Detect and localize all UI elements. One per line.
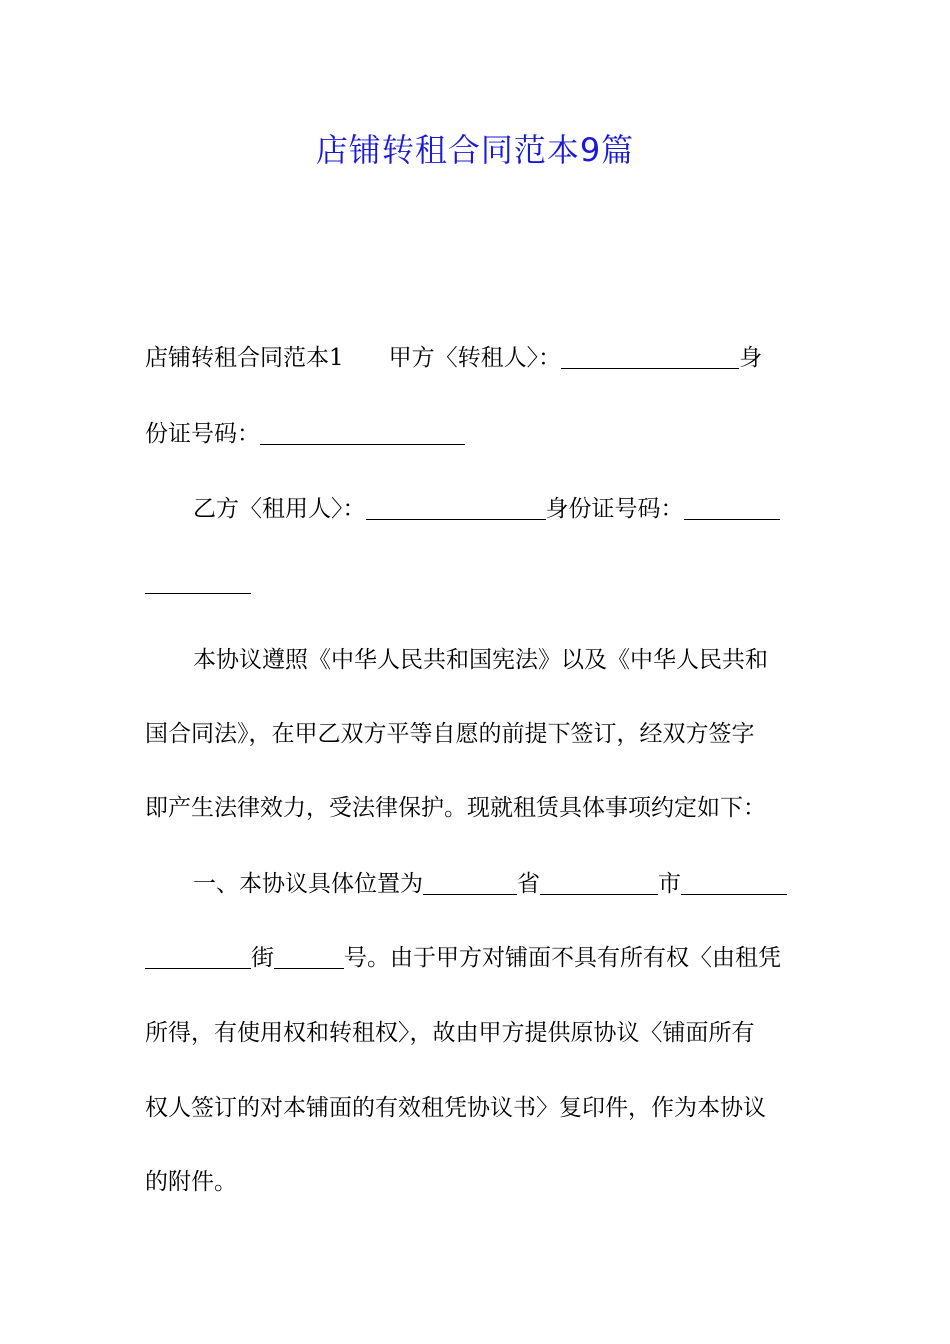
paragraph-line-9 xyxy=(145,938,810,978)
province-label: 省 xyxy=(517,871,540,897)
district-blank xyxy=(681,864,787,895)
contract-heading: 店铺转租合同范本1 xyxy=(145,345,344,371)
party-a-label: 甲方〈转租人〉： xyxy=(388,345,562,371)
clause-1-text: 号。由于甲方对铺面不具有所有权〈由租凭 xyxy=(344,945,781,971)
paragraph-line-8 xyxy=(193,864,810,904)
clause-1-cont-1: 所得，有使用权和转租权〉，故由甲方提供原协议〈铺面所有 xyxy=(145,1020,755,1046)
number-blank xyxy=(274,938,344,969)
city-label: 市 xyxy=(658,871,681,897)
paragraph-line-4 xyxy=(145,563,810,603)
line-1-tail: 身 xyxy=(739,345,763,371)
party-a-id-blank xyxy=(260,414,465,445)
paragraph-line-1 xyxy=(145,338,810,378)
street-blank xyxy=(145,938,251,969)
document-title: 店铺转租合同范本9篇 xyxy=(315,131,635,169)
party-b-id-blank-continued xyxy=(145,563,251,594)
agreement-intro-cont-2: 即产生法律效力，受法律保护。现就租赁具体事项约定如下： xyxy=(145,795,766,821)
party-b-id-label: 身份证号码： xyxy=(545,496,684,522)
paragraph-line-6 xyxy=(145,714,810,754)
party-b-label: 乙方〈租用人〉： xyxy=(193,496,366,522)
party-a-id-label: 份证号码： xyxy=(145,421,260,447)
street-label: 街 xyxy=(251,945,274,971)
party-a-name-blank xyxy=(561,338,739,369)
paragraph-line-2 xyxy=(145,414,810,454)
paragraph-line-3 xyxy=(193,489,810,529)
paragraph-line-12 xyxy=(145,1162,810,1202)
party-b-id-blank xyxy=(684,489,780,520)
province-blank xyxy=(423,864,517,895)
paragraph-line-10 xyxy=(145,1013,810,1053)
city-blank xyxy=(540,864,658,895)
agreement-intro: 本协议遵照《中华人民共和国宪法》以及《中华人民共和 xyxy=(193,647,768,673)
paragraph-line-11 xyxy=(145,1088,810,1128)
clause-1-label: 一、本协议具体位置为 xyxy=(193,871,423,897)
party-b-name-blank xyxy=(366,489,546,520)
paragraph-line-7 xyxy=(145,788,810,828)
paragraph-line-5 xyxy=(193,640,810,680)
clause-1-cont-3: 的附件。 xyxy=(145,1169,237,1195)
agreement-intro-cont-1: 国合同法》，在甲乙双方平等自愿的前提下签订，经双方签字 xyxy=(145,721,755,747)
clause-1-cont-2: 权人签订的对本铺面的有效租凭协议书〉复印件，作为本协议 xyxy=(145,1095,766,1121)
